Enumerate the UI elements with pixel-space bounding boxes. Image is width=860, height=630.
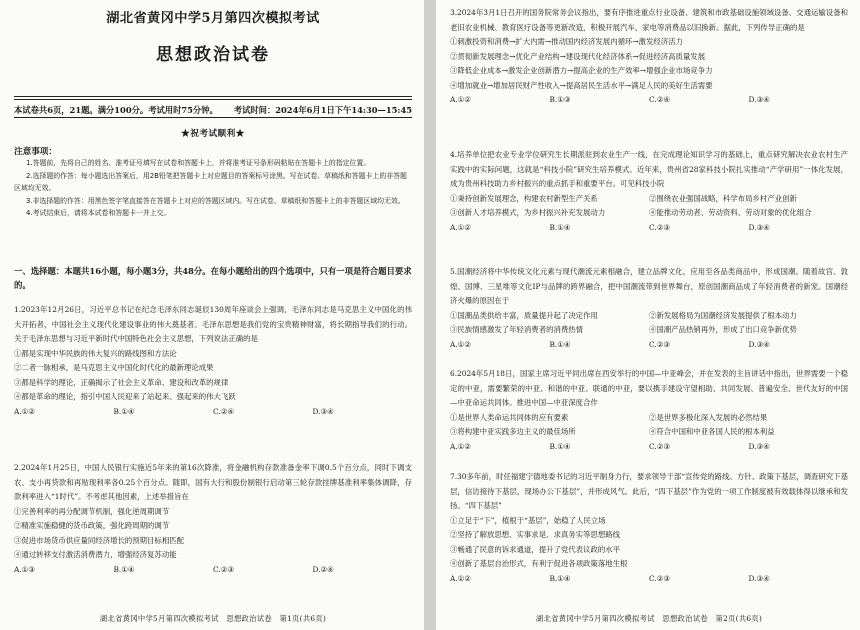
choice-a: A.①② <box>450 222 471 232</box>
answer-choices <box>14 563 412 578</box>
question-stem: 2.2024年1月25日，中国人民银行实施近5年来的第16次降准，将金融机构存款准备金率下调0.5个百分点，同时下调支农、支小再贷款和再贴现利率各0.25个百分点。随即，国有大行和股份制银行启动第三轮存款挂牌基准利率集体调降，存款利率进入“1时代”。不考虑其他因素，上述举措旨在 <box>14 463 412 501</box>
question-1 <box>14 303 412 419</box>
choice-c: C.②③ <box>649 441 670 451</box>
statement: ③降低企业成本→激发企业创新潜力→提高企业的生产效率→增强企业市场竞争力 <box>450 66 713 75</box>
choice-a: A.①② <box>450 441 471 451</box>
notice-list <box>14 157 412 220</box>
exam-info <box>14 104 412 116</box>
statement-row <box>450 309 848 324</box>
statement: ①是世界人类命运共同体的应有要素 <box>450 412 569 422</box>
choice-c: C.②③ <box>649 573 670 583</box>
choice-d: D.③④ <box>748 441 770 451</box>
page-1 <box>0 0 424 630</box>
statement-row <box>450 192 848 207</box>
choice-c: C.②③ <box>649 222 670 232</box>
statement: ③将构建中亚实践多边主义的最佳场所 <box>450 427 576 436</box>
statement: ③创新人才培养模式，为乡村振兴补充发展动力 <box>450 208 606 217</box>
choice-a: A.①② <box>450 573 471 583</box>
header-rule-top-2 <box>14 99 412 100</box>
statement: ②是世界多极化深入发展的必然结果 <box>649 412 768 422</box>
question-stem: 3.2024年3月1日召开的国务院常务会议指出，要有序推进重点行业设备、建筑和市政基础设施领域设备、交通运输设备和老旧农业机械、教育医疗设备等更新改造，积极开展汽车、家电等消费品以旧换新。据此，下列传导正确的是 <box>450 8 848 32</box>
statement: ①刺激投资和消费→扩大内需→推动国内经济发展内循环→激发经济活力 <box>450 37 683 46</box>
header-rule-top <box>14 96 412 97</box>
choice-a: A.①③ <box>14 564 35 574</box>
answer-choices <box>450 338 848 353</box>
choice-b: B.①③ <box>549 95 571 104</box>
choice-c: C.②④ <box>649 95 670 104</box>
statement: ④国潮产品热销再外，形成了出口竞争新优势 <box>649 325 797 334</box>
choice-a: A.①② <box>450 339 471 349</box>
choice-d: D.③④ <box>748 573 770 583</box>
page-footer: 湖北省黄冈中学5月第四次模拟考试 思想政治试卷 第2页(共6页) <box>535 614 763 623</box>
choice-b: B.①④ <box>113 564 135 574</box>
statement-row <box>450 411 848 426</box>
statement: ④能推动劳动者、劳动资料、劳动对象的优化组合 <box>649 208 812 217</box>
notice-item: 1.答题前，先将自己的姓名、准考证号填写在试卷和答题卡上，并将准考证号条形码粘贴在答题卡上的指定位置。 <box>26 159 371 167</box>
question-3 <box>450 6 848 108</box>
question-4 <box>450 148 848 235</box>
header-rule-bottom <box>14 117 412 118</box>
answer-choices <box>450 93 848 108</box>
statement: ①立足于“下”，植根于“基层”，始稳了人民立场 <box>450 515 606 525</box>
choice-d: D.③④ <box>748 95 770 104</box>
choice-b: B.①④ <box>549 339 571 349</box>
statement: ④符合中国和中亚各国人民的根本利益 <box>649 427 775 436</box>
statement: ②新发展格局为国潮经济发展提供了根本动力 <box>649 310 797 320</box>
choice-b: B.①④ <box>549 222 571 232</box>
question-stem: 6.2024年5月18日，国家主席习近平同出席在西安举行的中国—中亚峰会，并在发表的主旨讲话中指出，世界需要一个稳定的中亚，需要繁荣的中亚、和谐的中亚、联通的中亚，要以携手建设守望相助、共同发展、普遍安全、世代友好的中国—中亚命运共同体。推进中国—中亚深度合作 <box>450 369 848 407</box>
choice-a: A.①② <box>450 95 471 104</box>
question-stem: 5.国潮经济将中华传统文化元素与现代潮流元素相融合，建立品牌文化，应用至各品类商品中，形成国潮。随着故宫、敦煌、国博、三星堆等文化IP与品牌的跨界融合，把中国潮流带到世界舞台，原创国潮商品成了年轻消费者的新宠。国潮经济火爆的原因在于 <box>450 267 848 305</box>
statement: ①秉持创新发展理念，构建农村新型生产关系 <box>450 193 598 203</box>
exam-scope: 本试卷共6页，21题。满分100分。考试用时75分钟。 <box>14 105 218 115</box>
answer-choices <box>450 440 848 455</box>
question-stem: 4.培养单位把农业专业学位研究生长期派驻到农业生产一线，在完成理论知识学习的基础上，重点研究解决农业农村生产实践中的实际问题，这就是“科技小院”研究生培养模式。近年来，贵州省28家科技小院扎实推动“产学研用”一体化发展，成为贵州科技助力乡村振兴的重点抓手和重要平台。可见科技小院 <box>450 150 848 188</box>
question-stem: 1.2023年12月26日，习近平总书记在纪念毛泽东同志诞辰130周年座谈会上强调，毛泽东同志是马克思主义中国化的伟大开拓者，中国社会主义现代化建设事业的伟大奠基者。毛泽东思想是我们党的宝贵精神财富，将长期指导我们的行动。关于毛泽东思想与习近平新时代中国特色社会主义思想，下列说法正确的是 <box>14 305 412 343</box>
statement: ②围绕农业强国战略，科学布局乡村产业创新 <box>649 193 797 203</box>
question-7 <box>450 470 848 586</box>
statement: ②坚持了解放思想、实事求是、求真务实等思想路线 <box>450 530 620 539</box>
question-2 <box>14 461 412 577</box>
statement-row <box>450 323 848 338</box>
statement: ③促进市场货币供应量同经济增长的预期目标相匹配 <box>14 535 184 545</box>
statement: ②二者一脉相承，是马克思主义中国化时代化的最新理论成果 <box>14 363 214 372</box>
answer-choices <box>14 405 412 420</box>
notice-item: 4.考试结束后，请将本试卷和答题卡一并上交。 <box>26 209 171 218</box>
choice-d: D.②④ <box>312 564 334 574</box>
statement: ②贯彻新发展理念→优化产业结构→建设现代化经济体系→促进经济高质量发展 <box>450 51 706 61</box>
question-6 <box>450 367 848 454</box>
statement: ①国潮品类供给丰富，质量提升起了决定作用 <box>450 310 598 320</box>
choice-d: D.③④ <box>748 222 770 232</box>
statement: ③都是科学的理论，正确揭示了社会主义革命、建设和改革的规律 <box>14 377 229 387</box>
statement: ④通过转移支付激活消费潜力，增强经济复苏动能 <box>14 550 177 559</box>
notice-heading: 注意事项： <box>14 147 57 157</box>
statement: ①完善利率的再分配调节机制，强化逆周期调节 <box>14 506 170 516</box>
statement: ②精准实施稳健的货币政策，强化跨周期的调节 <box>14 521 170 530</box>
choice-a: A.①② <box>14 406 35 416</box>
good-luck-banner: ★祝考试顺利★ <box>181 129 245 139</box>
choice-d: D.③④ <box>748 339 770 349</box>
exam-title: 湖北省黄冈中学5月第四次模拟考试 <box>106 11 320 26</box>
choice-d: D.③④ <box>312 406 334 416</box>
statement-row <box>450 425 848 440</box>
page-gutter <box>424 0 436 630</box>
question-5 <box>450 265 848 352</box>
answer-choices <box>450 221 848 236</box>
choice-b: B.①④ <box>549 441 571 451</box>
page-2 <box>436 0 860 630</box>
choice-b: B.①④ <box>549 573 571 583</box>
choice-c: C.②③ <box>213 564 234 574</box>
exam-time: 考试时间：2024年6月1日下午14:30—15:45 <box>233 105 412 115</box>
notice-item: 2.选择题的作答：每小题选出答案后，用2B铅笔把答题卡上对应题目的答案标号涂黑。写在试卷、草稿纸和答题卡上的非答题区域均无效。 <box>14 171 407 193</box>
question-stem: 7.30多年前，时任福建宁德地委书记的习近平制身力行，要求领导干部“宣传党的路线、方针、政策下基层，调查研究下基层，信访接待下基层，现场办公下基层”，并形成风气。此后，“四下基层”作为党的一项工作制度被有效载体得以继承和发扬。“四下基层” <box>450 472 848 510</box>
choice-b: B.①④ <box>113 406 135 416</box>
statement: ④都是革命的理论，指引中国人民迎来了站起来、强起来的伟大飞跃 <box>14 392 236 401</box>
notice-item: 3.非选择题的作答：用黑色签字笔直接答在答题卡上对应的答题区域内。写在试卷、草稿纸和答题卡上的非答题区域均无效。 <box>26 196 405 205</box>
choice-c: C.②④ <box>213 406 234 416</box>
statement: ③畅通了民意的诉求通道，提升了党代表议政的水平 <box>450 544 620 554</box>
answer-choices <box>450 572 848 587</box>
statement: ①都是实现中华民族的伟大复兴的路线图和方法论 <box>14 348 177 358</box>
subject-title: 思想政治试卷 <box>156 45 270 65</box>
choice-c: C.②③ <box>649 339 670 349</box>
page-footer: 湖北省黄冈中学5月第四次模拟考试 思想政治试卷 第1页(共6页) <box>99 614 327 623</box>
statement: ③民族情感激发了年轻消费者的消费热情 <box>450 325 584 334</box>
statement-row <box>450 206 848 221</box>
section-heading: 一、选择题：本题共16小题，每小题3分，共48分。在每小题给出的四个选项中，只有一项是符合题目要求的。 <box>14 266 412 290</box>
statement: ④增加就业→增加居民财产性收入→提高居民生活水平→满足人民的美好生活需要 <box>450 80 713 90</box>
statement: ④创新了基层自治形式，有利于促进各项政策落地生根 <box>450 559 628 568</box>
